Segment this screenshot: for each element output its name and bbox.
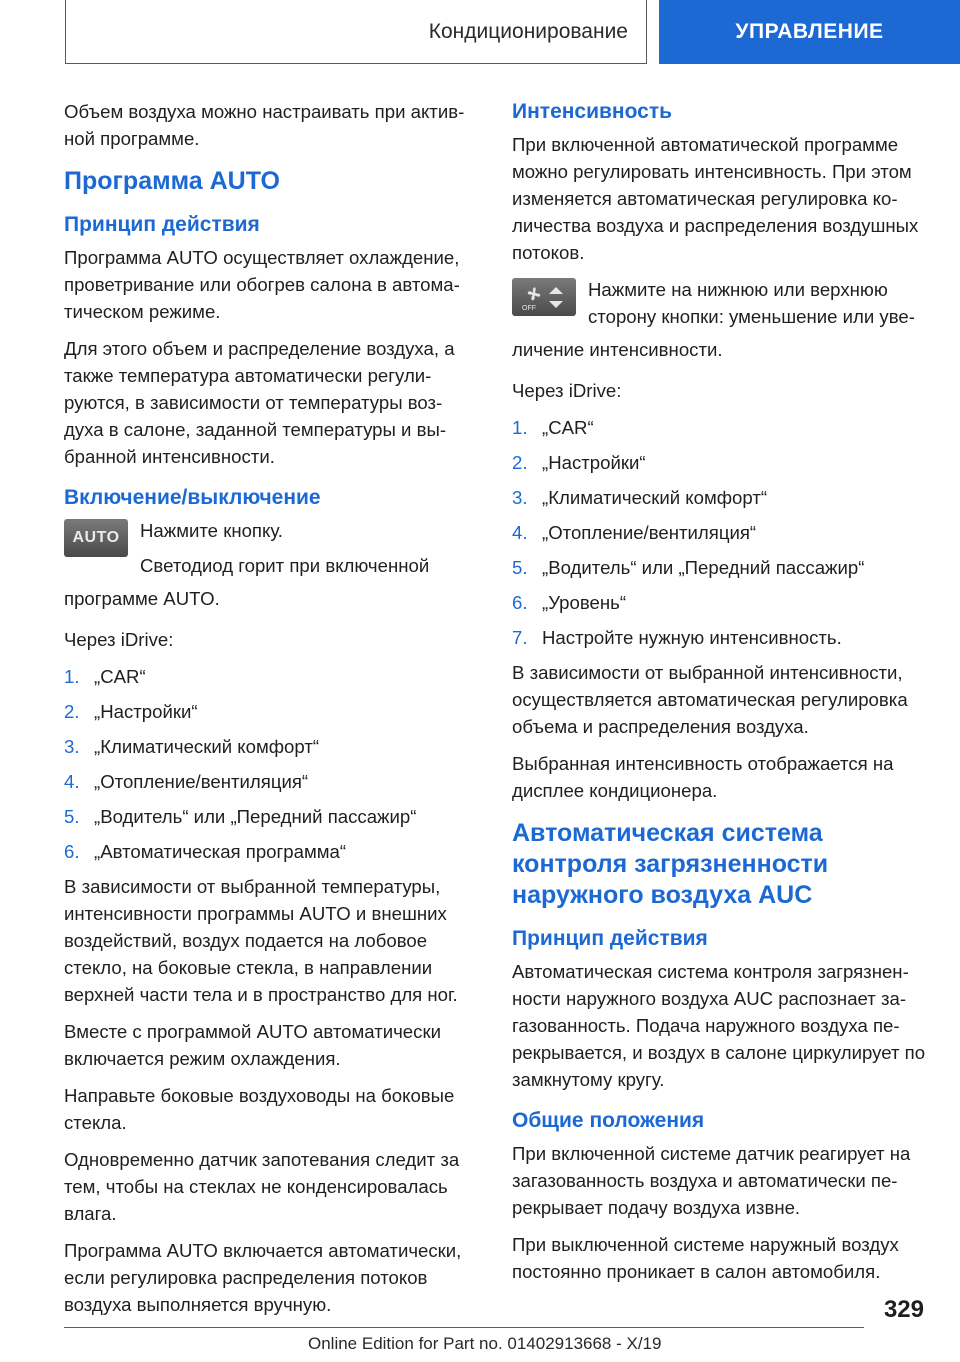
list-item-number: 5. [64, 806, 80, 827]
list-item-number: 4. [64, 771, 80, 792]
list-item-number: 3. [64, 736, 80, 757]
fan-icon [516, 282, 572, 312]
list-item-text: „CAR“ [94, 666, 146, 687]
heading-general: Общие положения [512, 1109, 705, 1132]
list-item-text: „Отопление/вентиляция“ [94, 771, 309, 792]
page-header [0, 0, 960, 66]
general-paragraph-1: При включенной системе датчик реагирует на загазованность воздуха и автоматически пе- рекрывает подачу воздуха извне. [512, 1143, 911, 1218]
list-item-number: 2. [512, 452, 528, 473]
heading-on-off: Включение/выключение [64, 486, 321, 509]
chapter-title: Кондиционирование [65, 0, 647, 64]
list-item [64, 663, 479, 690]
section-tab: УПРАВЛЕНИЕ [659, 0, 960, 64]
list-item-text: „Автоматическая программа“ [94, 841, 347, 862]
via-idrive-label: Через iDrive: [64, 629, 174, 650]
auto-icon-label: AUTO [72, 529, 120, 546]
list-item [512, 554, 927, 581]
list-item [64, 698, 479, 725]
via-idrive-label-right: Через iDrive: [512, 380, 622, 401]
list-item-text: „Водитель“ или „Передний пассажир“ [542, 557, 865, 578]
intensity-instruction-text [588, 276, 927, 330]
fan-icon-off-label: OFF [522, 305, 536, 312]
list-item-number: 6. [512, 592, 528, 613]
paragraph-2: Вместе с программой AUTO автоматически включается режим охлаждения. [64, 1021, 441, 1069]
list-item-number: 1. [512, 417, 528, 438]
paragraph-1: В зависимости от выбранной температуры, интенсивности программы AUTO и внешних воздействий, воздух подается на лобовое стекло, на боковые стекла, в направлении верхней части тела и в пространство для ног. [64, 876, 458, 1005]
intro-paragraph: Объем воздуха можно настраивать при актив- ной программе. [64, 101, 465, 149]
press-text-continued: личение интенсивности. [512, 339, 723, 360]
list-item-number: 6. [64, 841, 80, 862]
heading-principle: Принцип действия [64, 213, 260, 236]
principle-paragraph-1: Программа AUTO осуществляет охлаждение, проветривание или обогрев салона в автома- тическом режиме. [64, 247, 460, 322]
list-item [512, 624, 927, 651]
list-item-text: „Отопление/вентиляция“ [542, 522, 757, 543]
principle-paragraph-2: Для этого объем и распределение воздуха, а также температура автоматически регули- руются, в зависимости от температуры воз- духа в салоне, заданной температуры и вы- бранной интенсивности. [64, 338, 455, 467]
list-item [64, 838, 479, 865]
page-number: 329 [883, 1296, 924, 1323]
list-item [64, 803, 479, 830]
list-item-text: „CAR“ [542, 417, 594, 438]
paragraph-4: Одновременно датчик запотевания следит за тем, чтобы на стеклах не конденсировалась влага. [64, 1149, 460, 1224]
list-item-number: 5. [512, 557, 528, 578]
list-item [512, 484, 927, 511]
paragraph-5: Программа AUTO включается автоматически, если регулировка распределения потоков воздуха выполняется вручную. [64, 1240, 462, 1315]
idrive-steps-list-right [512, 414, 927, 651]
list-item-number: 3. [512, 487, 528, 508]
led-text-continued: программе AUTO. [64, 588, 220, 609]
list-item-text: „Водитель“ или „Передний пассажир“ [94, 806, 417, 827]
list-item-text: „Настройки“ [542, 452, 646, 473]
paragraph-3: Направьте боковые воздуховоды на боковые стекла. [64, 1085, 455, 1133]
list-item [64, 768, 479, 795]
auto-instruction-text [140, 517, 429, 579]
list-item-text: „Климатический комфорт“ [94, 736, 320, 757]
list-item-text: „Настройки“ [94, 701, 198, 722]
auto-instruction [64, 517, 479, 579]
heading-principle-auc: Принцип действия [512, 927, 708, 950]
list-item [64, 733, 479, 760]
heading-auc: Автоматическая система контроля загрязненности наружного воздуха AUC [512, 819, 829, 909]
intensity-instruction [512, 276, 927, 330]
list-item-number: 7. [512, 627, 528, 648]
list-item-text: „Уровень“ [542, 592, 627, 613]
footer-edition: Online Edition for Part no. 01402913668 - X/19 [308, 1334, 662, 1353]
led-text: Светодиод горит при включенной [140, 555, 430, 576]
list-item [512, 589, 927, 616]
intensity-paragraph: При включенной автоматической программе можно регулировать интенсивность. При этом изменяется автоматическая регулировка ко- личества воздуха и распределения воздушных потоков. [512, 134, 919, 263]
paragraph-a: В зависимости от выбранной интенсивности, осуществляется автоматическая регулировка объема и распределения воздуха. [512, 662, 908, 737]
list-item-text: Настройте нужную интенсивность. [542, 627, 842, 648]
paragraph-b: Выбранная интенсивность отображается на дисплее кондиционера. [512, 753, 894, 801]
list-item-number: 2. [64, 701, 80, 722]
footer-divider [64, 1327, 864, 1328]
heading-auto-program: Программа AUTO [64, 167, 280, 195]
auto-button-icon [64, 519, 128, 557]
list-item-text: „Климатический комфорт“ [542, 487, 768, 508]
auc-paragraph: Автоматическая система контроля загрязнен- ности наружного воздуха AUC распознает за- газованность. Подача наружного воздуха пе- рекрывается, и воздух в салоне циркулирует по замкнутому кругу. [512, 961, 926, 1090]
list-item-number: 4. [512, 522, 528, 543]
general-paragraph-2: При выключенной системе наружный воздух постоянно проникает в салон автомобиля. [512, 1234, 899, 1282]
right-column [512, 98, 927, 1295]
fan-intensity-icon [512, 278, 576, 316]
idrive-steps-list [64, 663, 479, 865]
heading-intensity: Интенсивность [512, 100, 673, 123]
list-item [512, 449, 927, 476]
list-item [512, 519, 927, 546]
list-item-number: 1. [64, 666, 80, 687]
press-top-bottom-text: Нажмите на нижнюю или верхнюю сторону кнопки: уменьшение или уве- [588, 279, 915, 327]
press-button-text: Нажмите кнопку. [140, 520, 283, 541]
list-item [512, 414, 927, 441]
left-column [64, 98, 479, 1328]
